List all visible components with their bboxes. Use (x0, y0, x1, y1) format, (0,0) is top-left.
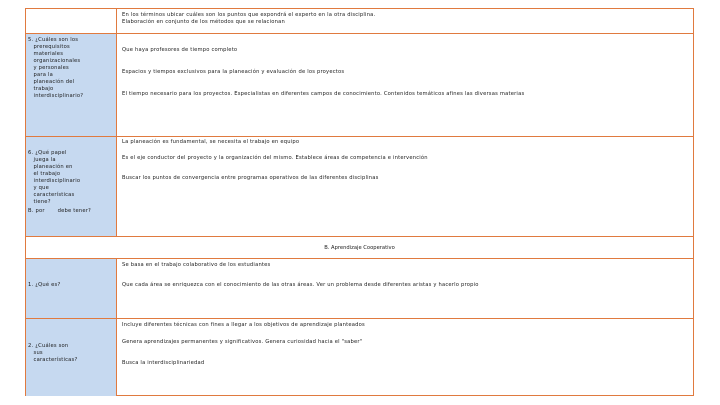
answer-1: Que cada área se enriquezca con el conocimiento de las otras áreas. Ver un problema desde diferentes aristas y hacerlo propio (122, 282, 479, 288)
table-row-question-6 (26, 137, 693, 237)
answer-2-2: Busca la interdisciplinariedad (122, 360, 205, 366)
answer-5-3: El tiempo necesario para los proyectos. Especialistas en diferentes campos de conocimiento. Contenidos temáticos afines las diversas materias (122, 91, 525, 97)
section-title: B. Aprendizaje Cooperativo (324, 245, 395, 251)
answer-5-1: Que haya profesores de tiempo completo (122, 47, 238, 53)
intro-line-1: En los términos ubicar cuáles son los puntos que expondrá el experto en la otra disciplina. (122, 12, 376, 18)
answer-2-1: Genera aprendizajes permanentes y significativos. Genera curiosidad hacia el "saber" (122, 339, 363, 345)
content-table (25, 8, 694, 396)
left-cell-empty (26, 9, 117, 33)
question-6-text: 6. ¿Qué papel juega la planeación en el trabajo interdisciplinario y que características tiene? (28, 150, 81, 205)
question-cell (26, 259, 117, 318)
table-row-intro (26, 9, 693, 34)
question-cell (26, 319, 117, 396)
question-2-text: 2. ¿Cuáles son sus características? (28, 343, 78, 363)
answer-6-1: Es el eje conductor del proyecto y la organización del mismo. Establece áreas de competencia e intervención (122, 155, 428, 161)
question-6-last: B. por debe tener? (28, 208, 92, 214)
row-header-techniques: Incluye diferentes técnicas con fines a llegar a los objetivos de aprendizaje planteados (122, 322, 365, 328)
question-cell (26, 137, 117, 236)
row-header-planning: La planeación es fundamental, se necesita el trabajo en equipo (122, 139, 300, 145)
question-1-text: 1. ¿Qué es? (28, 282, 61, 288)
question-5-text: 5. ¿Cuáles son los prerequisitos materiales organizacionales y personales para la planeación del trabajo interdisciplinario? (28, 37, 84, 99)
intro-line-2: Elaboración en conjunto de los métodos que se relacionan (122, 19, 285, 25)
table-row-question-2 (26, 319, 693, 396)
table-row-question-5 (26, 34, 693, 137)
section-title-row (26, 237, 693, 259)
answer-6-2: Buscar los puntos de convergencia entre programas operativos de las diferentes disciplinas (122, 175, 379, 181)
row-header-collaborative: Se basa en el trabajo colaborativo de los estudiantes (122, 262, 271, 268)
answer-5-2: Espacios y tiempos exclusivos para la planeación y evaluación de los proyectos (122, 69, 345, 75)
table-row-question-1 (26, 259, 693, 319)
question-cell (26, 34, 117, 136)
